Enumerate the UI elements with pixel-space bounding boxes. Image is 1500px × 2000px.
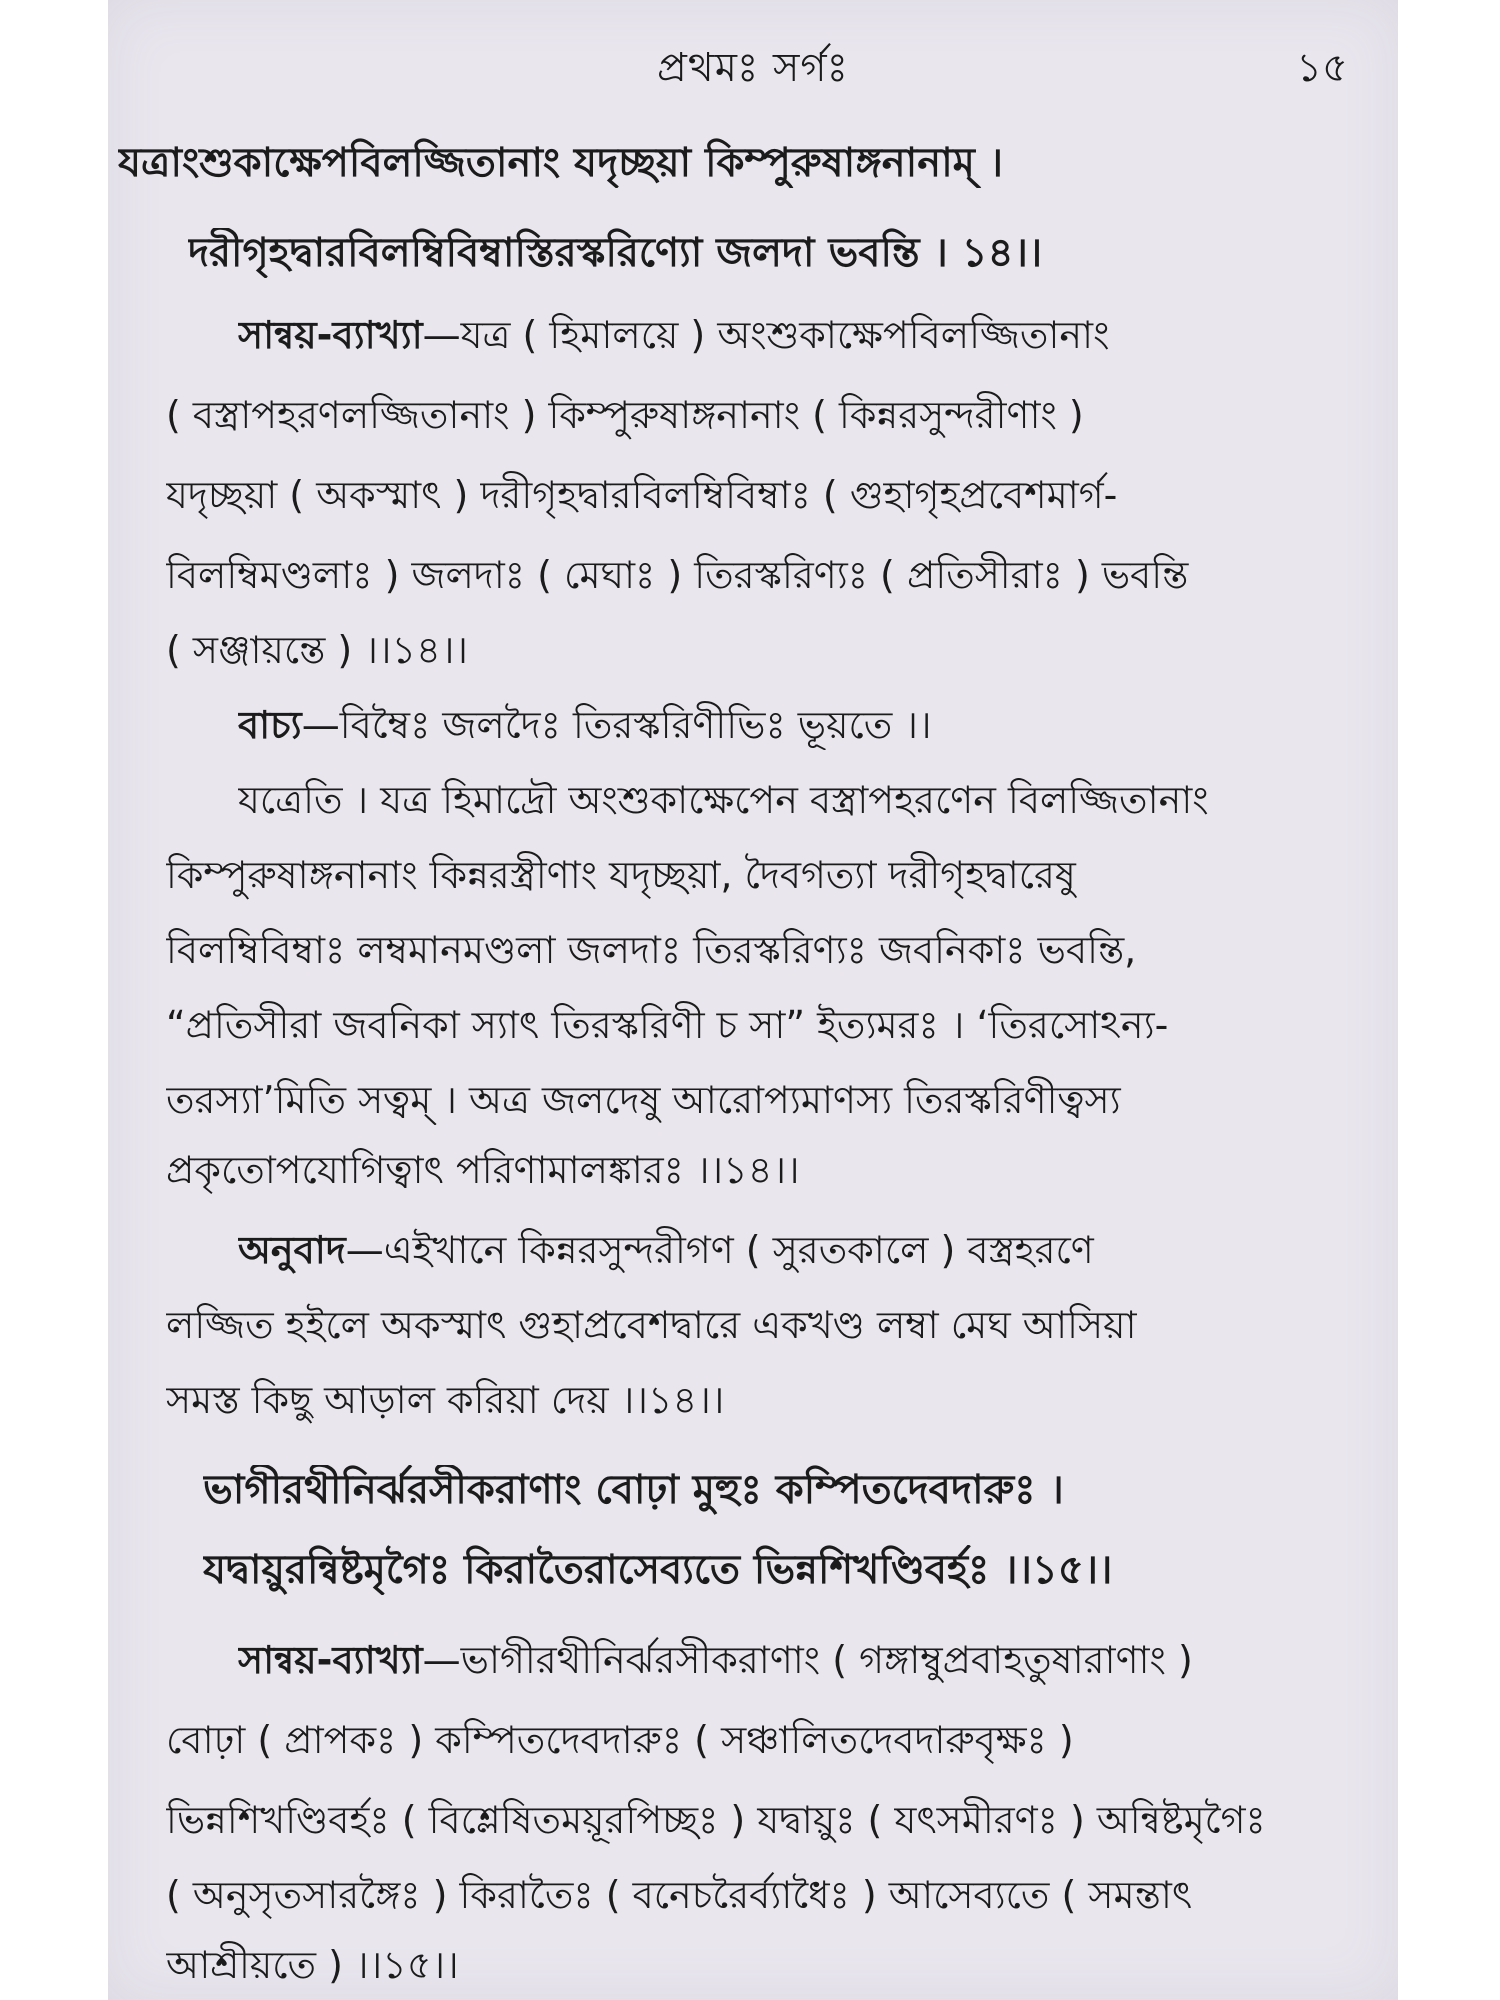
vachya-label: বাচ্য (238, 703, 302, 747)
verse-14-line-2: দরীগৃহদ্বারবিলম্বিবিম্বাস্তিরস্করিণ্যো জলদা ভবন্তি । ১৪।। (188, 230, 1043, 276)
tika-14-line-2: কিম্পুরুষাঙ্গনানাং কিন্নরস্ত্রীণাং যদৃচ্ছয়া, দৈবগত্যা দরীগৃহদ্বারেষু (166, 853, 1076, 897)
tika-14-line-3: বিলম্বিবিম্বাঃ লম্বমানমণ্ডলা জলদাঃ তিরস্করিণ্যঃ জবনিকাঃ ভবন্তি, (166, 928, 1137, 972)
verse-15-line-1: ভাগীরথীনির্ঝরসীকরাণাং বোঢ়া মুহুঃ কম্পিতদেবদারুঃ । (203, 1467, 1064, 1513)
anubad-14-line-3: সমস্ত কিছু আড়াল করিয়া দেয় ।।১৪।। (166, 1378, 725, 1422)
verse-14-line-1: যত্রাংশুকাক্ষেপবিলজ্জিতানাং যদৃচ্ছয়া কিম্পুরুষাঙ্গনানাম্ । (118, 140, 1004, 186)
tika-14-line-6: প্রকৃতোপযোগিত্বাৎ পরিণামালঙ্কারঃ ।।১৪।। (166, 1148, 800, 1192)
anvaya-label: সান্বয়-ব্যাখ্যা (238, 1638, 423, 1682)
book-page (108, 0, 1398, 2000)
tika-14-line-4: “প্রতিসীরা জবনিকা স্যাৎ তিরস্করিণী চ সা” ইত্যমরঃ । ‘তিরসোঽন্য- (166, 1003, 1169, 1047)
anvaya-15-line-1: সান্বয়-ব্যাখ্যা—ভাগীরথীনির্ঝরসীকরাণাং ( গঙ্গাম্বুপ্রবাহতুষারাণাং ) (238, 1638, 1193, 1682)
tika-14-line-5: তরস্যা’মিতি সত্বম্ । অত্র জলদেষু আরোপ্যমাণস্য তিরস্করিণীত্বস্য (166, 1078, 1121, 1122)
chapter-heading: প্রথমঃ সর্গঃ (657, 45, 849, 91)
anvaya-14-line-2: ( বস্ত্রাপহরণলজ্জিতানাং ) কিম্পুরুষাঙ্গনানাং ( কিন্নরসুন্দরীণাং ) (166, 393, 1084, 437)
anubad-label: অনুবাদ (238, 1228, 346, 1272)
anubad-14-line-2: লজ্জিত হইলে অকস্মাৎ গুহাপ্রবেশদ্বারে একখণ্ড লম্বা মেঘ আসিয়া (166, 1303, 1137, 1347)
anvaya-label: সান্বয়-ব্যাখ্যা (238, 313, 423, 357)
anvaya-14-line-1: সান্বয়-ব্যাখ্যা—যত্র ( হিমালয়ে ) অংশুকাক্ষেপবিলজ্জিতানাং (238, 313, 1110, 357)
anvaya-15-line-2: বোঢ়া ( প্রাপকঃ ) কম্পিতদেবদারুঃ ( সঞ্চালিতদেবদারুবৃক্ষঃ ) (166, 1718, 1074, 1762)
anvaya-15-line-4: ( অনুসৃতসারঙ্গৈঃ ) কিরাতৈঃ ( বনেচরৈর্ব্যাধৈঃ ) আসেব্যতে ( সমন্তাৎ (166, 1873, 1193, 1917)
verse-15-line-2: যদ্বায়ুরন্বিষ্টমৃগৈঃ কিরাতৈরাসেব্যতে ভিন্নশিখণ্ডিবর্হঃ ।।১৫।। (203, 1547, 1113, 1593)
anvaya-14-line-3: যদৃচ্ছয়া ( অকস্মাৎ ) দরীগৃহদ্বারবিলম্বিবিম্বাঃ ( গুহাগৃহপ্রবেশমার্গ- (166, 473, 1118, 517)
anubad-14-line-1: অনুবাদ—এইখানে কিন্নরসুন্দরীগণ ( সুরতকালে ) বস্ত্রহরণে (238, 1228, 1094, 1272)
tika-14-line-1: যত্রেতি । যত্র হিমাদ্রৌ অংশুকাক্ষেপেন বস্ত্রাপহরণেন বিলজ্জিতানাং (238, 778, 1209, 822)
page-number: ১৫ (1296, 45, 1348, 91)
anvaya-15-line-3: ভিন্নশিখণ্ডিবর্হঃ ( বিশ্লেষিতময়ূরপিচ্ছঃ ) যদ্বায়ুঃ ( যৎসমীরণঃ ) অন্বিষ্টমৃগৈঃ (166, 1798, 1266, 1842)
anvaya-15-line-5: আশ্রীয়তে ) ।।১৫।। (166, 1943, 459, 1987)
anvaya-14-line-5: ( সঞ্জায়ন্তে ) ।।১৪।। (166, 628, 468, 672)
anvaya-14-line-4: বিলম্বিমণ্ডলাঃ ) জলদাঃ ( মেঘাঃ ) তিরস্করিণ্যঃ ( প্রতিসীরাঃ ) ভবন্তি (166, 553, 1189, 597)
vachya-14: বাচ্য—বিম্বৈঃ জলদৈঃ তিরস্করিণীভিঃ ভূয়তে ।। (238, 703, 932, 747)
